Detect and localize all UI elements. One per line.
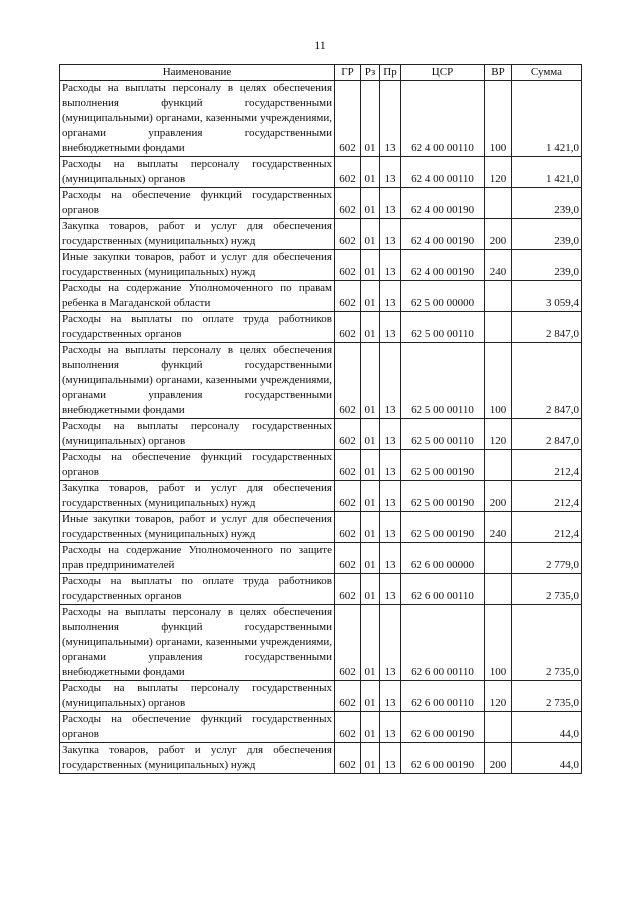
header-vr: ВР [485, 65, 512, 81]
cell-gr: 602 [335, 543, 361, 574]
cell-vr: 200 [485, 743, 512, 774]
cell-gr: 602 [335, 343, 361, 419]
cell-gr: 602 [335, 743, 361, 774]
cell-gr: 602 [335, 281, 361, 312]
cell-rz: 01 [361, 281, 380, 312]
cell-csr: 62 5 00 00110 [401, 312, 485, 343]
table-row [60, 219, 582, 250]
cell-vr [485, 543, 512, 574]
cell-sum: 2 847,0 [512, 343, 582, 419]
cell-rz: 01 [361, 681, 380, 712]
table-row [60, 419, 582, 450]
cell-csr: 62 5 00 00110 [401, 419, 485, 450]
table-header-row [60, 65, 582, 81]
table-row [60, 512, 582, 543]
table-row [60, 250, 582, 281]
cell-rz: 01 [361, 419, 380, 450]
cell-pr: 13 [380, 188, 401, 219]
table-row [60, 681, 582, 712]
cell-pr: 13 [380, 450, 401, 481]
cell-csr: 62 4 00 00110 [401, 81, 485, 157]
cell-csr: 62 5 00 00110 [401, 343, 485, 419]
cell-pr: 13 [380, 281, 401, 312]
cell-pr: 13 [380, 681, 401, 712]
table-row [60, 312, 582, 343]
cell-name: Расходы на обеспечение функций государственных органов [60, 450, 335, 481]
cell-pr: 13 [380, 157, 401, 188]
cell-csr: 62 6 00 00190 [401, 743, 485, 774]
cell-pr: 13 [380, 574, 401, 605]
cell-vr: 100 [485, 605, 512, 681]
cell-vr: 120 [485, 681, 512, 712]
cell-name: Расходы на содержание Уполномоченного по защите прав предпринимателей [60, 543, 335, 574]
cell-rz: 01 [361, 157, 380, 188]
cell-csr: 62 5 00 00190 [401, 450, 485, 481]
cell-rz: 01 [361, 250, 380, 281]
cell-pr: 13 [380, 419, 401, 450]
cell-sum: 2 735,0 [512, 605, 582, 681]
cell-pr: 13 [380, 605, 401, 681]
cell-csr: 62 6 00 00110 [401, 574, 485, 605]
cell-sum: 2 847,0 [512, 419, 582, 450]
cell-gr: 602 [335, 81, 361, 157]
cell-sum: 212,4 [512, 450, 582, 481]
cell-gr: 602 [335, 250, 361, 281]
table-row [60, 343, 582, 419]
cell-sum: 44,0 [512, 743, 582, 774]
cell-csr: 62 4 00 00190 [401, 250, 485, 281]
cell-rz: 01 [361, 312, 380, 343]
cell-vr: 120 [485, 419, 512, 450]
cell-sum: 1 421,0 [512, 157, 582, 188]
cell-sum: 2 779,0 [512, 543, 582, 574]
table-row [60, 574, 582, 605]
table-row [60, 281, 582, 312]
header-name: Наименование [60, 65, 335, 81]
cell-rz: 01 [361, 574, 380, 605]
cell-name: Иные закупки товаров, работ и услуг для обеспечения государственных (муниципальных) нужд [60, 250, 335, 281]
header-sum: Сумма [512, 65, 582, 81]
table-row [60, 481, 582, 512]
cell-gr: 602 [335, 512, 361, 543]
cell-csr: 62 4 00 00190 [401, 188, 485, 219]
cell-sum: 2 735,0 [512, 681, 582, 712]
cell-csr: 62 4 00 00190 [401, 219, 485, 250]
cell-vr [485, 188, 512, 219]
cell-pr: 13 [380, 81, 401, 157]
cell-sum: 239,0 [512, 188, 582, 219]
cell-gr: 602 [335, 574, 361, 605]
cell-pr: 13 [380, 219, 401, 250]
cell-pr: 13 [380, 543, 401, 574]
table-row [60, 543, 582, 574]
cell-vr: 200 [485, 481, 512, 512]
cell-vr [485, 574, 512, 605]
cell-csr: 62 6 00 00110 [401, 681, 485, 712]
header-csr: ЦСР [401, 65, 485, 81]
cell-csr: 62 5 00 00190 [401, 512, 485, 543]
cell-gr: 602 [335, 312, 361, 343]
cell-rz: 01 [361, 81, 380, 157]
cell-rz: 01 [361, 188, 380, 219]
cell-csr: 62 6 00 00190 [401, 712, 485, 743]
cell-name: Расходы на обеспечение функций государственных органов [60, 712, 335, 743]
cell-pr: 13 [380, 712, 401, 743]
cell-pr: 13 [380, 343, 401, 419]
cell-sum: 212,4 [512, 512, 582, 543]
cell-pr: 13 [380, 743, 401, 774]
cell-gr: 602 [335, 157, 361, 188]
cell-pr: 13 [380, 512, 401, 543]
table-row [60, 743, 582, 774]
cell-sum: 1 421,0 [512, 81, 582, 157]
cell-vr: 240 [485, 250, 512, 281]
header-gr: ГР [335, 65, 361, 81]
cell-sum: 2 735,0 [512, 574, 582, 605]
cell-pr: 13 [380, 312, 401, 343]
cell-gr: 602 [335, 481, 361, 512]
cell-name: Иные закупки товаров, работ и услуг для обеспечения государственных (муниципальных) нужд [60, 512, 335, 543]
cell-sum: 239,0 [512, 250, 582, 281]
cell-rz: 01 [361, 343, 380, 419]
cell-csr: 62 6 00 00110 [401, 605, 485, 681]
cell-sum: 239,0 [512, 219, 582, 250]
cell-vr [485, 281, 512, 312]
cell-rz: 01 [361, 512, 380, 543]
cell-vr [485, 712, 512, 743]
cell-name: Закупка товаров, работ и услуг для обеспечения государственных (муниципальных) нужд [60, 219, 335, 250]
header-pr: Пр [380, 65, 401, 81]
cell-rz: 01 [361, 481, 380, 512]
cell-rz: 01 [361, 712, 380, 743]
cell-sum: 3 059,4 [512, 281, 582, 312]
header-rz: Рз [361, 65, 380, 81]
cell-rz: 01 [361, 743, 380, 774]
cell-vr: 240 [485, 512, 512, 543]
cell-name: Закупка товаров, работ и услуг для обеспечения государственных (муниципальных) нужд [60, 481, 335, 512]
cell-rz: 01 [361, 605, 380, 681]
cell-csr: 62 5 00 00000 [401, 281, 485, 312]
table-row [60, 81, 582, 157]
cell-name: Расходы на выплаты персоналу государственных (муниципальных) органов [60, 419, 335, 450]
cell-rz: 01 [361, 543, 380, 574]
cell-name: Расходы на содержание Уполномоченного по правам ребенка в Магаданской области [60, 281, 335, 312]
cell-gr: 602 [335, 681, 361, 712]
cell-gr: 602 [335, 419, 361, 450]
cell-name: Закупка товаров, работ и услуг для обеспечения государственных (муниципальных) нужд [60, 743, 335, 774]
cell-vr: 100 [485, 81, 512, 157]
cell-vr: 200 [485, 219, 512, 250]
cell-name: Расходы на обеспечение функций государственных органов [60, 188, 335, 219]
table-row [60, 157, 582, 188]
cell-sum: 212,4 [512, 481, 582, 512]
cell-name: Расходы на выплаты по оплате труда работников государственных органов [60, 312, 335, 343]
cell-name: Расходы на выплаты персоналу государственных (муниципальных) органов [60, 681, 335, 712]
cell-csr: 62 6 00 00000 [401, 543, 485, 574]
cell-rz: 01 [361, 450, 380, 481]
table-row [60, 188, 582, 219]
cell-sum: 2 847,0 [512, 312, 582, 343]
budget-table [59, 64, 582, 774]
cell-name: Расходы на выплаты персоналу в целях обеспечения выполнения функций государственными (муниципальными) органами, казенными учреждениями, органами управления государственными внебюджетными фондами [60, 81, 335, 157]
cell-vr [485, 450, 512, 481]
cell-pr: 13 [380, 481, 401, 512]
cell-csr: 62 5 00 00190 [401, 481, 485, 512]
page-number: 11 [314, 38, 326, 52]
table-row [60, 450, 582, 481]
cell-gr: 602 [335, 605, 361, 681]
cell-name: Расходы на выплаты персоналу в целях обеспечения выполнения функций государственными (муниципальными) органами, казенными учреждениями, органами управления государственными внебюджетными фондами [60, 605, 335, 681]
cell-gr: 602 [335, 450, 361, 481]
cell-pr: 13 [380, 250, 401, 281]
table-row [60, 712, 582, 743]
cell-vr: 120 [485, 157, 512, 188]
cell-gr: 602 [335, 219, 361, 250]
cell-gr: 602 [335, 188, 361, 219]
cell-rz: 01 [361, 219, 380, 250]
cell-csr: 62 4 00 00110 [401, 157, 485, 188]
cell-gr: 602 [335, 712, 361, 743]
table-row [60, 605, 582, 681]
cell-sum: 44,0 [512, 712, 582, 743]
cell-vr [485, 312, 512, 343]
cell-name: Расходы на выплаты персоналу в целях обеспечения выполнения функций государственными (муниципальными) органами, казенными учреждениями, органами управления государственными внебюджетными фондами [60, 343, 335, 419]
cell-name: Расходы на выплаты по оплате труда работников государственных органов [60, 574, 335, 605]
cell-name: Расходы на выплаты персоналу государственных (муниципальных) органов [60, 157, 335, 188]
cell-vr: 100 [485, 343, 512, 419]
